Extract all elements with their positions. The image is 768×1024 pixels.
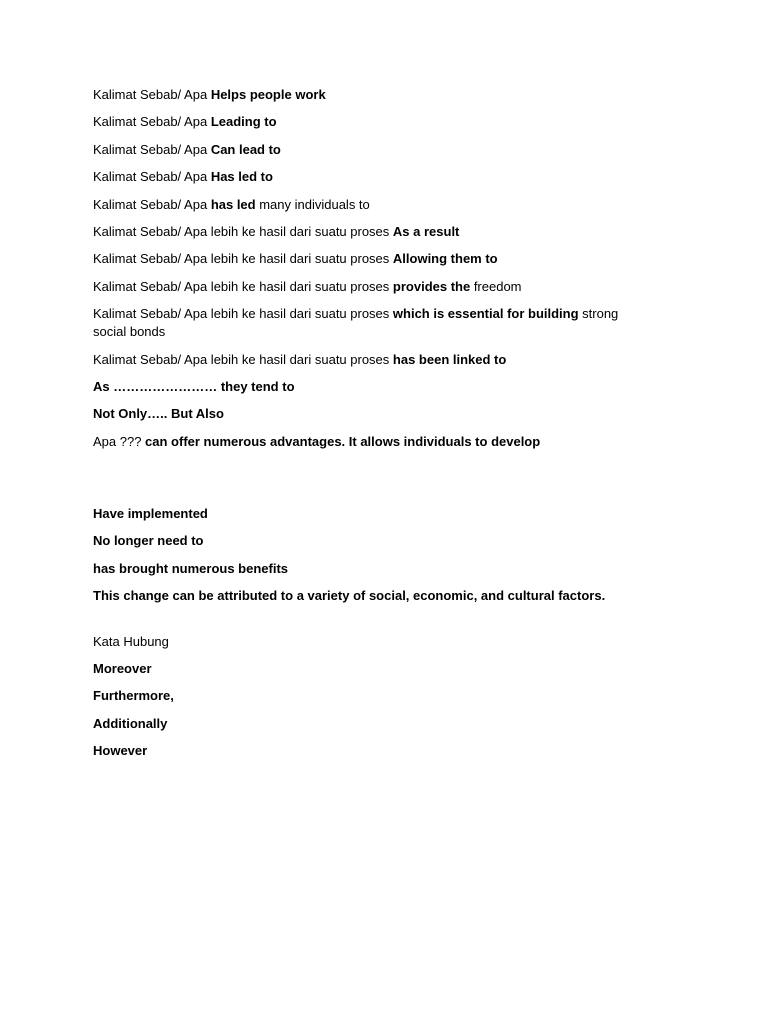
line-bold-text: can offer numerous advantages. It allows individuals to develop bbox=[145, 433, 541, 449]
document-page bbox=[93, 86, 653, 770]
phrase-line bbox=[93, 433, 653, 451]
line-bold-text: Has led to bbox=[210, 169, 273, 185]
line-text: Kalimat Sebab/ Apa lebih ke hasil dari suatu proses bbox=[93, 351, 393, 367]
line-bold-text: has led bbox=[210, 196, 256, 212]
line-bold-text: Not Only….. But Also bbox=[93, 406, 224, 422]
line-text: Kalimat Sebab/ Apa bbox=[93, 196, 211, 212]
phrase-line bbox=[93, 196, 653, 214]
blank-space bbox=[93, 460, 653, 505]
phrase-line bbox=[93, 141, 653, 159]
phrase-line bbox=[93, 250, 653, 268]
phrase-line bbox=[93, 113, 653, 131]
line-bold-text: This change can be attributed to a variety of social, economic, and cultural factors. bbox=[93, 588, 606, 604]
connector-word bbox=[93, 742, 653, 760]
phrase-line bbox=[93, 532, 653, 550]
line-text: Kalimat Sebab/ Apa bbox=[93, 169, 211, 185]
line-tail-text: freedom bbox=[470, 278, 522, 294]
line-bold-text: has brought numerous benefits bbox=[93, 560, 289, 576]
line-tail-text: strong social bonds bbox=[93, 306, 619, 340]
phrase-line bbox=[93, 505, 653, 523]
line-bold-text: Leading to bbox=[210, 114, 277, 130]
line-bold-text: Have implemented bbox=[93, 506, 208, 522]
connector-word bbox=[93, 660, 653, 678]
phrase-line bbox=[93, 378, 653, 396]
line-bold-text: However bbox=[93, 743, 148, 759]
phrase-line bbox=[93, 278, 653, 296]
line-text: Kalimat Sebab/ Apa lebih ke hasil dari suatu proses bbox=[93, 223, 393, 239]
line-bold-text: Additionally bbox=[93, 715, 168, 731]
phrase-line bbox=[93, 305, 653, 341]
line-text: Apa ??? bbox=[93, 433, 146, 449]
blank-space bbox=[93, 615, 653, 633]
line-bold-text: As a result bbox=[392, 223, 460, 239]
line-text: Kalimat Sebab/ Apa bbox=[93, 114, 211, 130]
phrase-line bbox=[93, 168, 653, 186]
line-bold-text: As …………………… they tend to bbox=[93, 378, 295, 394]
phrase-line bbox=[93, 223, 653, 241]
line-bold-text: has been linked to bbox=[392, 351, 507, 367]
section-heading: Kata Hubung bbox=[93, 633, 169, 649]
line-bold-text: which is essential for building bbox=[392, 306, 579, 322]
connector-word bbox=[93, 687, 653, 705]
line-bold-text: Can lead to bbox=[210, 141, 281, 157]
line-bold-text: provides the bbox=[392, 278, 471, 294]
line-bold-text: Moreover bbox=[93, 661, 152, 677]
line-text: Kalimat Sebab/ Apa bbox=[93, 87, 211, 102]
phrase-line bbox=[93, 351, 653, 369]
line-text: Kalimat Sebab/ Apa bbox=[93, 141, 211, 157]
line-text: Kalimat Sebab/ Apa lebih ke hasil dari suatu proses bbox=[93, 306, 393, 322]
line-bold-text: No longer need to bbox=[93, 533, 204, 549]
line-tail-text: many individuals to bbox=[255, 196, 370, 212]
connector-word bbox=[93, 715, 653, 733]
line-bold-text: Helps people work bbox=[210, 87, 326, 102]
line-bold-text: Allowing them to bbox=[392, 251, 498, 267]
phrase-line bbox=[93, 587, 653, 605]
phrase-line bbox=[93, 405, 653, 423]
phrase-line bbox=[93, 560, 653, 578]
line-text: Kalimat Sebab/ Apa lebih ke hasil dari suatu proses bbox=[93, 278, 393, 294]
phrase-line bbox=[93, 86, 653, 104]
line-text: Kalimat Sebab/ Apa lebih ke hasil dari suatu proses bbox=[93, 251, 393, 267]
line-bold-text: Furthermore, bbox=[93, 688, 174, 704]
